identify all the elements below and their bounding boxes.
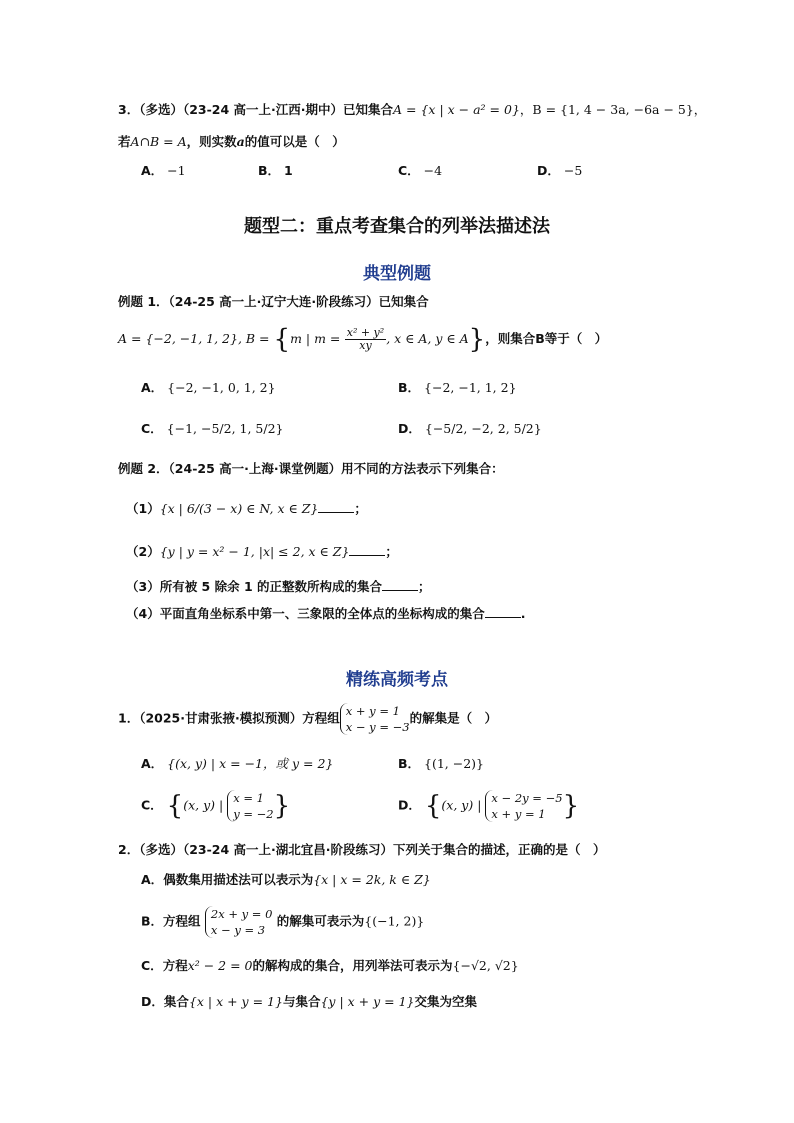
- blank-3[interactable]: [382, 578, 418, 591]
- practice-title: 精练高频考点: [346, 670, 448, 690]
- p1-option-d: D． {(x, y) | x − 2y = −5 x + y = 1 }: [398, 791, 580, 821]
- ex1-option-a: A． {−2, −1, 0, 1, 2}: [141, 380, 276, 395]
- q3-option-b: B． 1: [258, 163, 293, 178]
- ex2-item-4: （4）平面直角坐标系中第一、三象限的全体点的坐标构成的集合 .: [126, 606, 526, 621]
- ex1-option-b: B． {−2, −1, 1, 2}: [398, 380, 517, 395]
- ex2-item-1: （1）{x | 6/(3 − x) ∈ N, x ∈ Z} ；: [126, 501, 367, 516]
- typical-title: 典型例题: [363, 264, 431, 284]
- p1-stem: 1．（2025·甘肃张掖·模拟预测）方程组 x + y = 1 x − y = −3的解集是（ ）: [118, 704, 498, 734]
- ex1-label: 例题 1．（24-25 高一上·辽宁大连·阶段练习）已知集合: [118, 294, 429, 309]
- ex1-option-c: C． {−1, −5/2, 1, 5/2}: [141, 421, 284, 436]
- q3-set-a: A = {x | x − a² = 0}: [393, 102, 520, 117]
- p2-option-b: B．方程组 2x + y = 0 x − y = 3 的解集可表示为{(−1, 2)}: [141, 907, 425, 937]
- q3-cond: A∩B = A: [130, 134, 187, 149]
- ex2-item-3: （3）所有被 5 除余 1 的正整数所构成的集合 ；: [126, 579, 431, 594]
- q3-line2: [118, 134, 345, 150]
- q3-line2c: 的值可以是（ ）: [244, 134, 345, 149]
- ex2-item-2: （2）{y | y = x² − 1, |x| ≤ 2, x ∈ Z} ；: [126, 544, 398, 559]
- ex1-sets: A = {−2, −1, 1, 2}, B = {m | m = $\frac{\text{x² + y²}}{xy}$ , x ∈ A, y ∈ A}，则集合B等于（ ）: [118, 324, 608, 355]
- ex1-option-d: D． {−5/2, −2, 2, 5/2}: [398, 421, 542, 436]
- q3-line2b: ，则实数: [186, 134, 237, 149]
- blank-1[interactable]: [318, 500, 354, 513]
- q3-option-a: A． −1: [141, 163, 186, 178]
- ex2-label: 例题 2．（24-25 高一·上海·课堂例题）用不同的方法表示下列集合：: [118, 461, 504, 476]
- p1-system: x + y = 1 x − y = −3: [340, 703, 410, 735]
- q3-option-d: D． −5: [537, 163, 583, 178]
- p1-option-a: A． {(x, y) | x = −1，或 y = 2}: [141, 756, 334, 771]
- blank-4[interactable]: [485, 605, 521, 618]
- p2-option-c: C．方程x² − 2 = 0的解构成的集合，用列举法可表示为{−√2, √2}: [141, 958, 519, 973]
- q3-line2a: 若: [118, 134, 131, 149]
- p2-option-a: A．偶数集用描述法可以表示为{x | x = 2k, k ∈ Z}: [141, 872, 431, 887]
- blank-2[interactable]: [349, 543, 385, 556]
- ex1-fraction: $\frac{\text{x² + y²}}{xy}$: [346, 326, 385, 352]
- section-title: 题型二：重点考查集合的列举法描述法: [244, 216, 550, 237]
- q3-line1: [118, 102, 706, 118]
- q3-option-c: C． −4: [398, 163, 443, 178]
- p2-label: 2．（多选）（23-24 高一上·湖北宜昌·阶段练习）下列关于集合的描述，正确的是（ ）: [118, 842, 606, 857]
- p2-option-d: D．集合{x | x + y = 1}与集合{y | x + y = 1}交集为空集: [141, 994, 477, 1009]
- p1-option-c: C． {(x, y) | x = 1 y = −2}: [141, 791, 291, 821]
- q3-set-b: ，B = {1, 4 − 3a, −6a − 5}，: [519, 102, 707, 117]
- q3-var: a: [236, 134, 245, 149]
- q3-prefix: 3．（多选）（23-24 高一上·江西·期中）已知集合: [118, 102, 394, 117]
- p1-option-b: B． {(1, −2)}: [398, 756, 485, 771]
